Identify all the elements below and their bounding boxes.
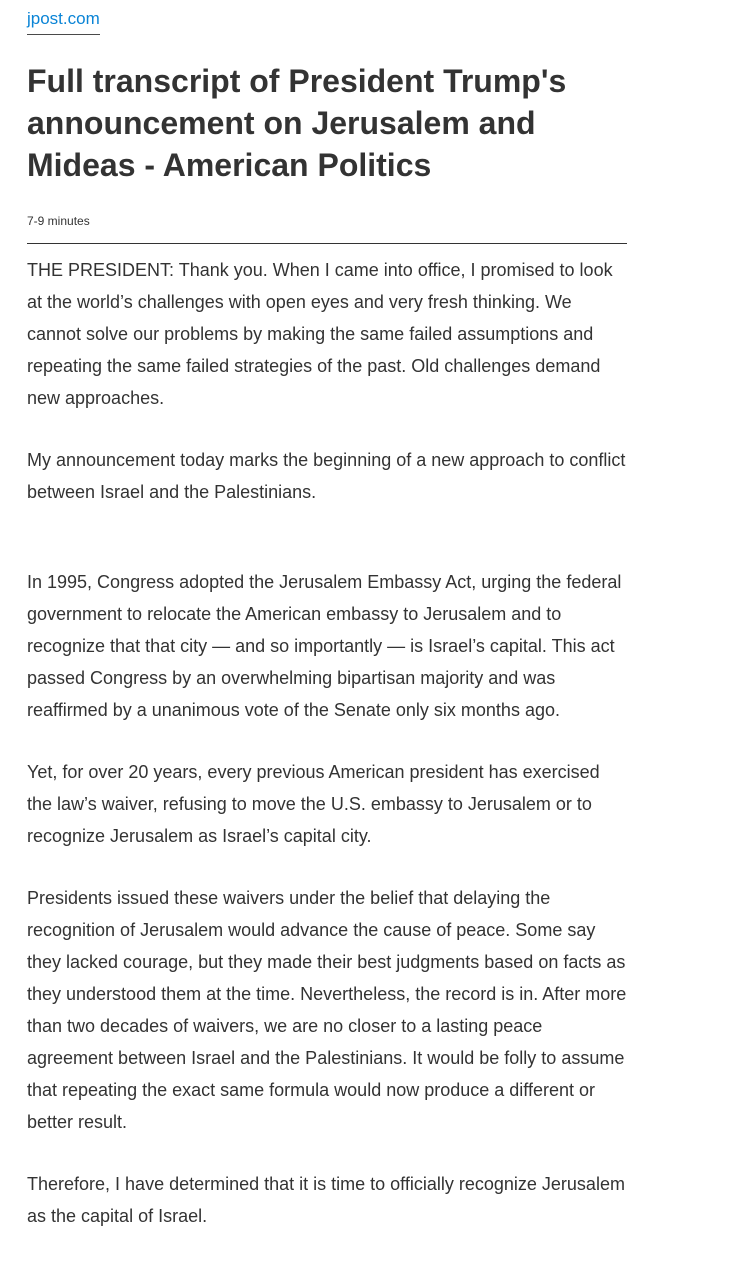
article-paragraph: Therefore, I have determined that it is time to officially recognize Jerusalem as the capital of Israel.: [27, 1174, 625, 1226]
article-paragraph: THE PRESIDENT: Thank you. When I came into office, I promised to look at the world’s challenges with open eyes and very fresh thinking. We cannot solve our problems by making the same failed assumptions and repeating the same failed strategies of the past. Old challenges demand new approaches.: [27, 260, 613, 408]
article-title: Full transcript of President Trump's announcement on Jerusalem and Mideas - American Politics: [27, 63, 567, 183]
article-paragraph: Yet, for over 20 years, every previous American president has exercised the law’s waiver, refusing to move the U.S. embassy to Jerusalem or to recognize Jerusalem as Israel’s capital city.: [27, 762, 600, 846]
article-paragraph: In 1995, Congress adopted the Jerusalem Embassy Act, urging the federal government to relocate the American embassy to Jerusalem and to recognize that that city — and so importantly — is Israel’s capital. This act passed Congress by an overwhelming bipartisan majority and was reaffirmed by a unanimous vote of the Senate only six months ago.: [27, 572, 622, 720]
reading-time: 7-9 minutes: [27, 214, 90, 228]
article-paragraph: Presidents issued these waivers under the belief that delaying the recognition of Jerusalem would advance the cause of peace. Some say they lacked courage, but they made their best judgments based on facts as they understood them at the time. Nevertheless, the record is in. After more than two decades of waivers, we are no closer to a lasting peace agreement between Israel and the Palestinians. It would be folly to assume that repeating the exact same formula would now produce a different or better result.: [27, 888, 627, 1132]
article-body: [27, 254, 627, 1262]
source-domain-link[interactable]: jpost.com: [27, 8, 100, 35]
article-paragraph: My announcement today marks the beginning of a new approach to conflict between Israel and the Palestinians.: [27, 450, 626, 502]
header-divider: [27, 243, 627, 244]
